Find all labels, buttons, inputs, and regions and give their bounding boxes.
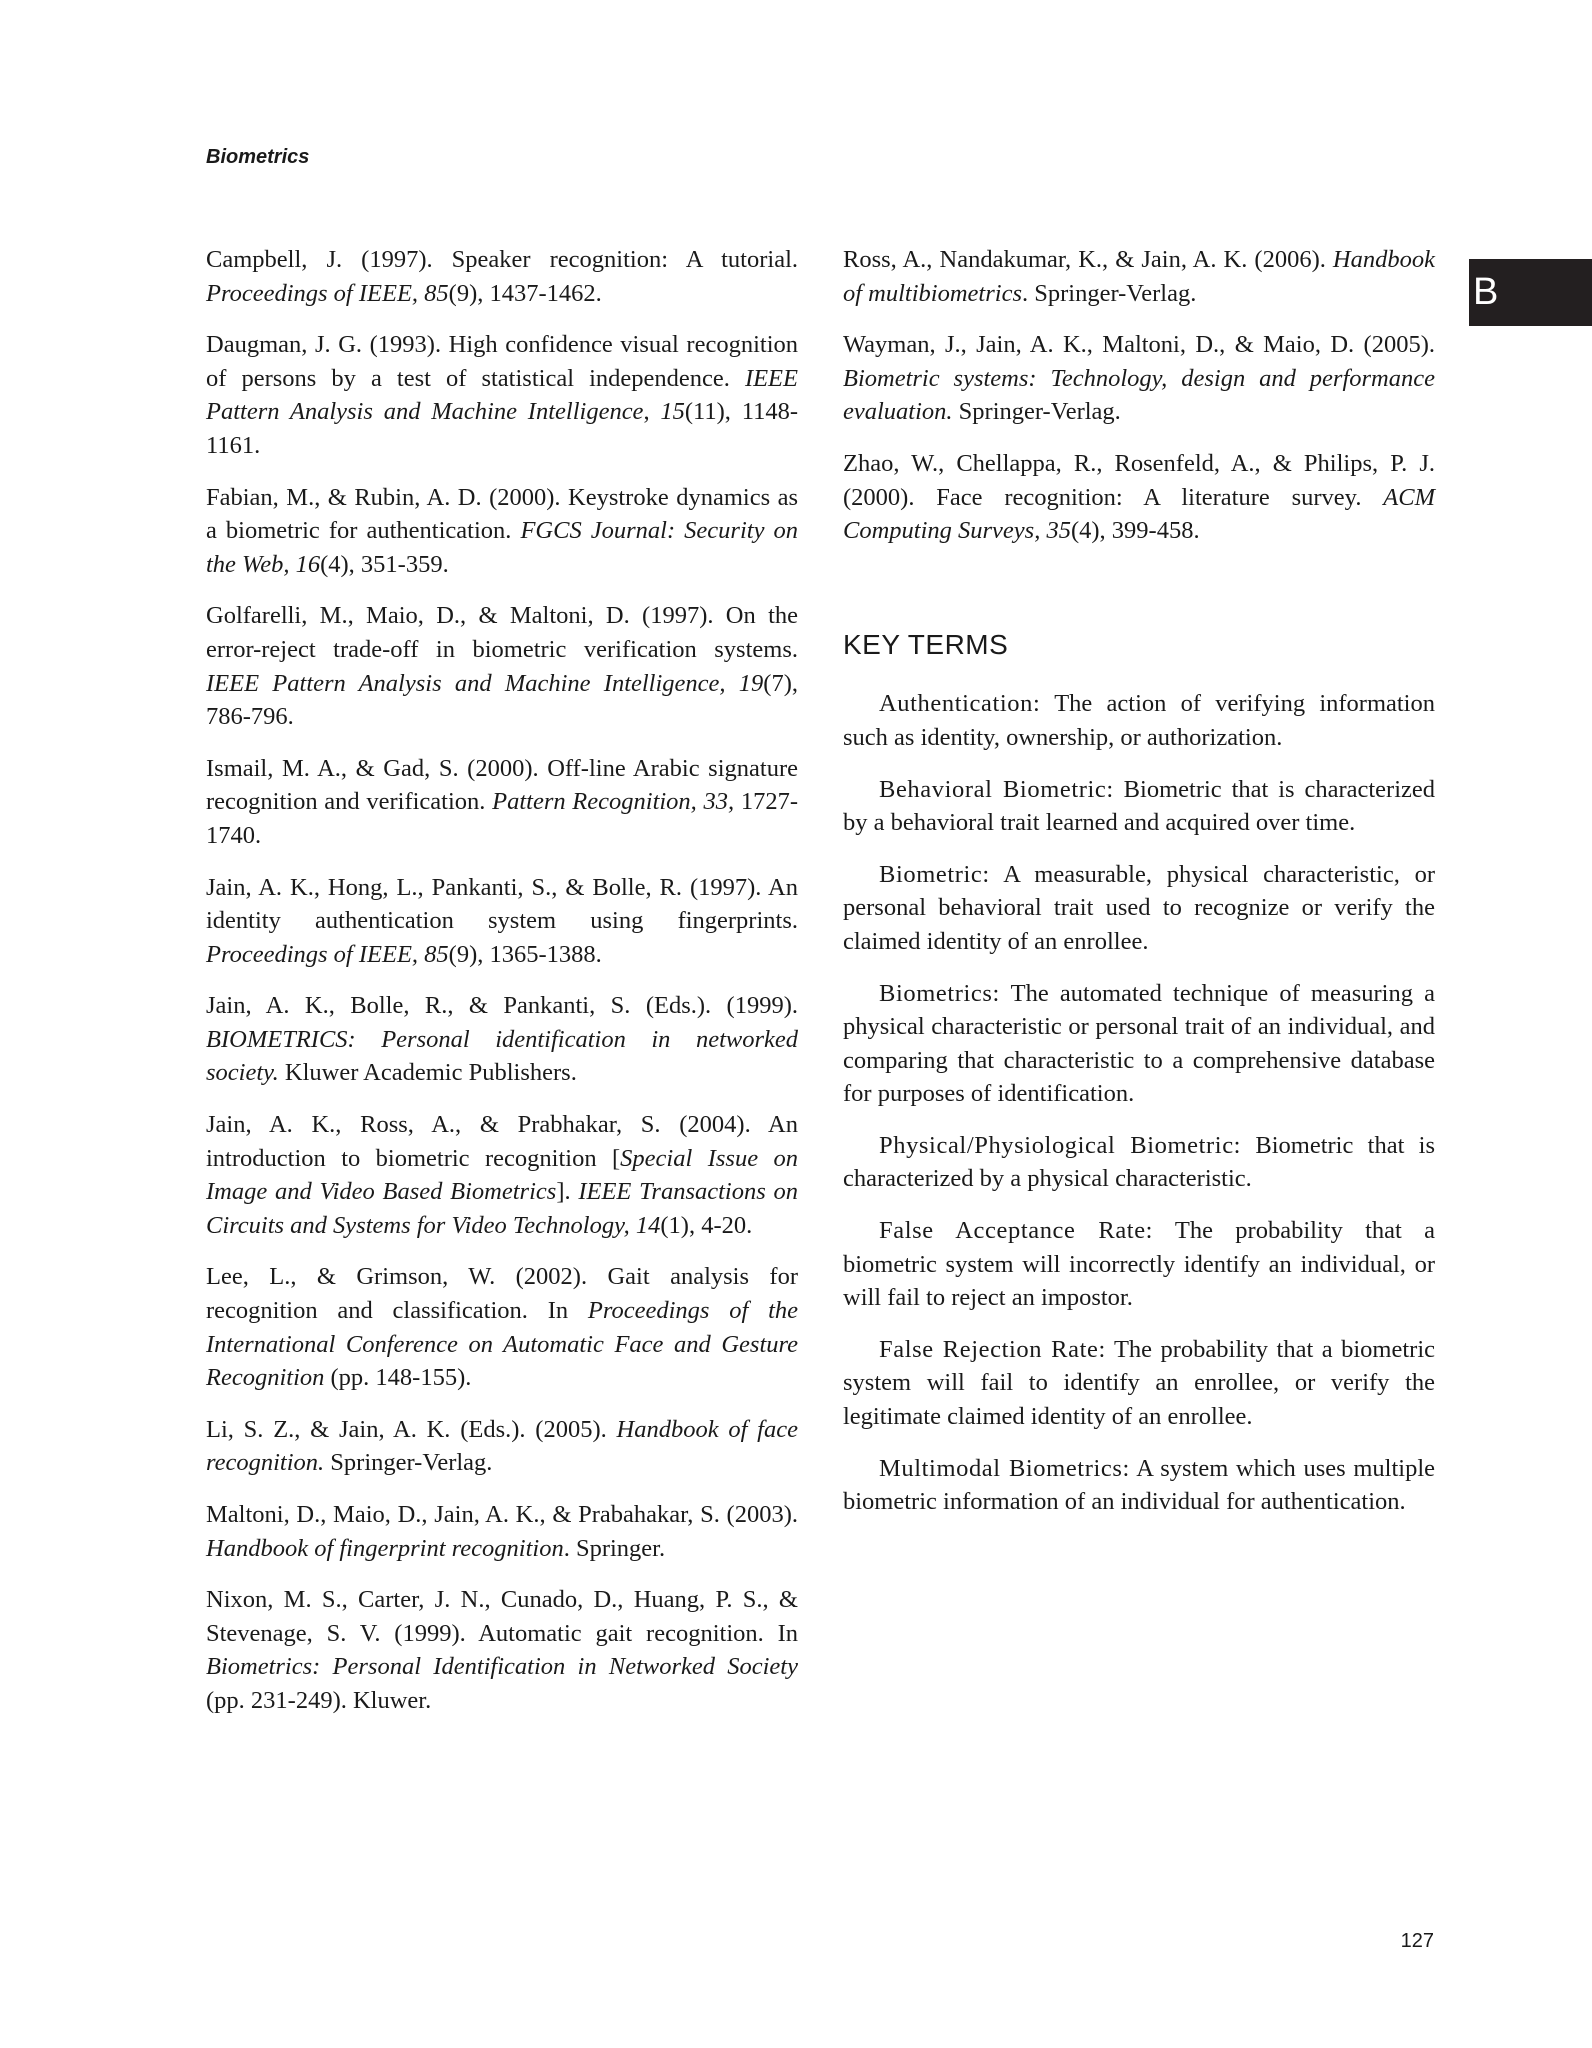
reference-italic-text: Pattern Recognition, 33, bbox=[492, 788, 735, 816]
reference-italic-text: Proceedings of IEEE, 85 bbox=[206, 940, 449, 968]
reference-italic-text: Handbook of fingerprint recognition bbox=[206, 1534, 564, 1562]
reference-text: Golfarelli, M., Maio, D., & Maltoni, D. (1997). On the error-reject trade-off in biometric verification systems. bbox=[206, 602, 798, 663]
key-term-definition: Biometric that is characterized by a physical characteristic. bbox=[843, 1131, 1435, 1193]
key-term bbox=[843, 1129, 1435, 1196]
reference-text: 1727-1740. bbox=[206, 788, 798, 849]
reference-text: Wayman, J., Jain, A. K., Maltoni, D., & Maio, D. (2005). bbox=[843, 331, 1435, 359]
reference-text: . Springer-Verlag. bbox=[1021, 279, 1197, 307]
key-term-definition: The probability that a biometric system will incorrectly identify an individual, or will fail to reject an impostor. bbox=[843, 1217, 1435, 1312]
references-left-column bbox=[206, 243, 798, 1736]
reference-entry bbox=[206, 1413, 798, 1480]
key-term-name: Authentication: bbox=[879, 690, 1041, 718]
reference-entry bbox=[206, 1498, 798, 1565]
key-term bbox=[843, 858, 1435, 959]
key-term-name: Physical/Physiological Biometric: bbox=[879, 1131, 1242, 1159]
references-right bbox=[843, 243, 1435, 548]
reference-text: Daugman, J. G. (1993). High confidence visual recognition of persons by a test of statistical independence. bbox=[206, 331, 798, 392]
key-term bbox=[843, 1214, 1435, 1315]
reference-text: (4), 399-458. bbox=[1070, 517, 1200, 545]
key-terms-heading: KEY TERMS bbox=[843, 628, 1009, 660]
reference-italic-text: Handbook of face recognition. bbox=[206, 1415, 798, 1477]
reference-italic-text: Proceedings of the International Conference on Automatic Face and Gesture Recognition bbox=[206, 1297, 799, 1392]
reference-text: (11), 1148-1161. bbox=[206, 398, 798, 459]
reference-entry bbox=[206, 871, 798, 972]
key-term-definition: Biometric that is characterized by a behavioral trait learned and acquired over time. bbox=[843, 775, 1436, 837]
reference-text: Jain, A. K., Ross, A., & Prabhakar, S. (2004). An introduction to biometric recognition [ bbox=[206, 1111, 798, 1172]
reference-text: Li, S. Z., & Jain, A. K. (Eds.). (2005). bbox=[206, 1415, 617, 1443]
reference-text: (4), 351-359. bbox=[320, 550, 449, 578]
key-term-definition: A measurable, physical characteristic, or personal behavioral trait used to recognize or verify the claimed identity of an enrollee. bbox=[843, 860, 1435, 955]
reference-entry bbox=[206, 752, 798, 853]
reference-entry bbox=[206, 989, 798, 1090]
reference-text: , bbox=[643, 398, 661, 426]
section-tab: B bbox=[1469, 259, 1592, 326]
reference-entry bbox=[843, 328, 1435, 429]
reference-italic-text: 15 bbox=[660, 398, 685, 426]
key-term-name: False Rejection Rate: bbox=[879, 1335, 1106, 1363]
key-term bbox=[843, 687, 1435, 754]
reference-text: ]. bbox=[556, 1178, 579, 1206]
key-term-definition: A system which uses multiple biometric information of an individual for authentication. bbox=[843, 1454, 1435, 1516]
key-term-definition: The probability that a biometric system will fail to identify an enrollee, or verify the legitimate claimed identity of an enrollee. bbox=[843, 1335, 1436, 1431]
reference-text: (pp. 231-249). Kluwer. bbox=[206, 1686, 432, 1714]
reference-text: Lee, L., & Grimson, W. (2002). Gait analysis for recognition and classification. In bbox=[206, 1263, 798, 1325]
key-term-definition: The action of verifying information such as identity, ownership, or authorization. bbox=[843, 690, 1435, 751]
reference-entry bbox=[206, 1583, 798, 1717]
reference-text: Kluwer Academic Publishers. bbox=[278, 1059, 577, 1087]
page-number: 127 bbox=[1400, 1930, 1434, 1952]
key-term-name: Biometric: bbox=[879, 860, 990, 888]
reference-text: Fabian, M., & Rubin, A. D. (2000). Keystroke dynamics as a biometric for authentication. bbox=[206, 483, 798, 545]
running-head: Biometrics bbox=[206, 146, 310, 168]
reference-text: Nixon, M. S., Carter, J. N., Cunado, D., Huang, P. S., & Stevenage, S. V. (1999). Automatic gait recognition. In bbox=[206, 1586, 798, 1647]
reference-text: (pp. 148-155). bbox=[324, 1364, 472, 1392]
reference-italic-text: Biometrics: Personal Identification in Networked Society bbox=[206, 1653, 798, 1681]
key-term-definition: The automated technique of measuring a physical characteristic or personal trait of an individual, and comparing that characteristic to a comprehensive database for purposes of identification. bbox=[843, 979, 1435, 1108]
reference-italic-text: IEEE Transactions on Circuits and Systems for Video Technology, 14 bbox=[206, 1178, 799, 1239]
key-terms-list bbox=[843, 687, 1435, 1518]
reference-italic-text: Biometric systems: Technology, design and performance evaluation. bbox=[843, 364, 1435, 426]
key-term bbox=[843, 1333, 1435, 1434]
reference-text: Campbell, J. (1997). Speaker recognition: A tutorial. bbox=[206, 246, 798, 273]
reference-italic-text: IEEE Pattern Analysis and Machine Intelligence, 19 bbox=[206, 669, 764, 697]
reference-text: Maltoni, D., Maio, D., Jain, A. K., & Prabahakar, S. (2003). bbox=[206, 1501, 798, 1528]
reference-text: (9), 1437-1462. bbox=[448, 279, 602, 307]
reference-text: Ross, A., Nandakumar, K., & Jain, A. K. (2006). bbox=[843, 246, 1333, 273]
reference-text: Jain, A. K., Bolle, R., & Pankanti, S. (Eds.). (1999). bbox=[206, 992, 798, 1020]
reference-italic-text: Handbook of multibiometrics bbox=[843, 246, 1435, 307]
reference-entry bbox=[206, 1108, 798, 1242]
key-term bbox=[843, 1452, 1435, 1519]
reference-italic-text: IEEE Pattern Analysis and Machine Intelligence bbox=[206, 364, 798, 426]
reference-italic-text: ACM Computing Surveys, 35 bbox=[843, 483, 1435, 545]
reference-entry bbox=[843, 447, 1435, 548]
reference-text: (7), 786-796. bbox=[206, 669, 798, 731]
key-term-name: Multimodal Biometrics: bbox=[879, 1454, 1130, 1482]
reference-entry bbox=[206, 599, 798, 733]
reference-text: Springer-Verlag. bbox=[324, 1449, 493, 1477]
reference-italic-text: Special Issue on Image and Video Based Biometrics bbox=[206, 1144, 798, 1206]
key-term-name: Biometrics: bbox=[879, 979, 1000, 1007]
reference-text: (1), 4-20. bbox=[660, 1211, 753, 1239]
reference-text: Springer-Verlag. bbox=[952, 398, 1121, 426]
key-term-name: Behavioral Biometric: bbox=[879, 775, 1114, 803]
reference-italic-text: FGCS Journal: Security on the Web, 16 bbox=[206, 517, 799, 578]
reference-text: (9), 1365-1388. bbox=[448, 940, 602, 968]
key-term bbox=[843, 977, 1435, 1111]
reference-text: Jain, A. K., Hong, L., Pankanti, S., & Bolle, R. (1997). An identity authentication system using fingerprints. bbox=[206, 873, 798, 935]
reference-entry bbox=[843, 243, 1435, 310]
reference-entry bbox=[206, 481, 798, 582]
reference-text: Ismail, M. A., & Gad, S. (2000). Off-line Arabic signature recognition and verification. bbox=[206, 754, 798, 816]
reference-entry bbox=[206, 328, 798, 462]
reference-entry bbox=[206, 243, 798, 310]
reference-italic-text: Proceedings of IEEE, 85 bbox=[206, 279, 449, 307]
key-term-name: False Acceptance Rate: bbox=[879, 1217, 1154, 1245]
reference-entry bbox=[206, 1260, 798, 1394]
reference-italic-text: BIOMETRICS: Personal identification in networked society. bbox=[206, 1025, 798, 1087]
key-term bbox=[843, 773, 1435, 840]
right-column bbox=[843, 243, 1435, 1537]
reference-text: . Springer. bbox=[563, 1534, 666, 1562]
reference-text: Zhao, W., Chellappa, R., Rosenfeld, A., & Philips, P. J. (2000). Face recognition: A literature survey. bbox=[843, 449, 1435, 511]
